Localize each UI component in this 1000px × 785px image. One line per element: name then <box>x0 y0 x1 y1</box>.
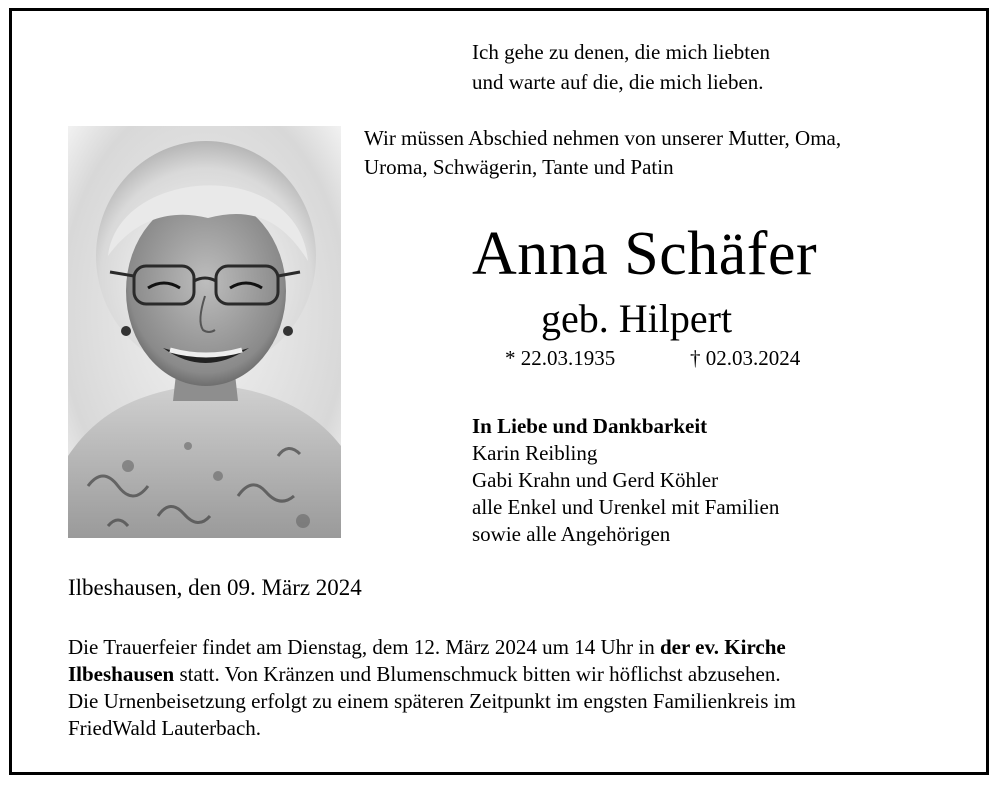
motto <box>472 37 770 97</box>
notice-text: statt. Von Kränzen und Blumenschmuck bitten wir höflichst abzusehen. <box>174 662 781 686</box>
place-and-date: Ilbeshausen, den 09. März 2024 <box>68 575 362 600</box>
church-name: der ev. Kirche <box>659 635 786 659</box>
mourners-heading: In Liebe und Dankbarkeit <box>472 414 708 438</box>
deceased-name: Anna Schäfer <box>472 220 818 288</box>
intro-text <box>364 124 841 182</box>
maiden-name: geb. Hilpert <box>541 296 733 341</box>
mourner-line: alle Enkel und Urenkel mit Familien <box>472 495 780 519</box>
motto-line-2: und warte auf die, die mich lieben. <box>472 70 764 94</box>
motto-line-1: Ich gehe zu denen, die mich liebten <box>472 40 770 64</box>
notice-line-1 <box>68 634 928 661</box>
intro-line-2: Uroma, Schwägerin, Tante und Patin <box>364 155 674 179</box>
death-date: † 02.03.2024 <box>690 346 801 370</box>
mourners-list <box>472 413 779 548</box>
mourner-line: Gabi Krahn und Gerd Köhler <box>472 468 719 492</box>
funeral-notice <box>68 634 928 742</box>
mourner-line: sowie alle Angehörigen <box>472 522 671 546</box>
portrait-photo <box>68 126 341 538</box>
notice-line-3: Die Urnenbeisetzung erfolgt zu einem späteren Zeitpunkt im engsten Familienkreis im <box>68 689 796 713</box>
church-location: Ilbeshausen <box>68 662 175 686</box>
notice-line-4: FriedWald Lauterbach. <box>68 716 262 740</box>
mourner-line: Karin Reibling <box>472 441 598 465</box>
birth-date: * 22.03.1935 <box>505 346 616 370</box>
intro-line-1: Wir müssen Abschied nehmen von unserer Mutter, Oma, <box>364 126 842 150</box>
notice-line-2 <box>68 661 928 688</box>
notice-text: Die Trauerfeier findet am Dienstag, dem 12. März 2024 um 14 Uhr in <box>68 635 660 659</box>
